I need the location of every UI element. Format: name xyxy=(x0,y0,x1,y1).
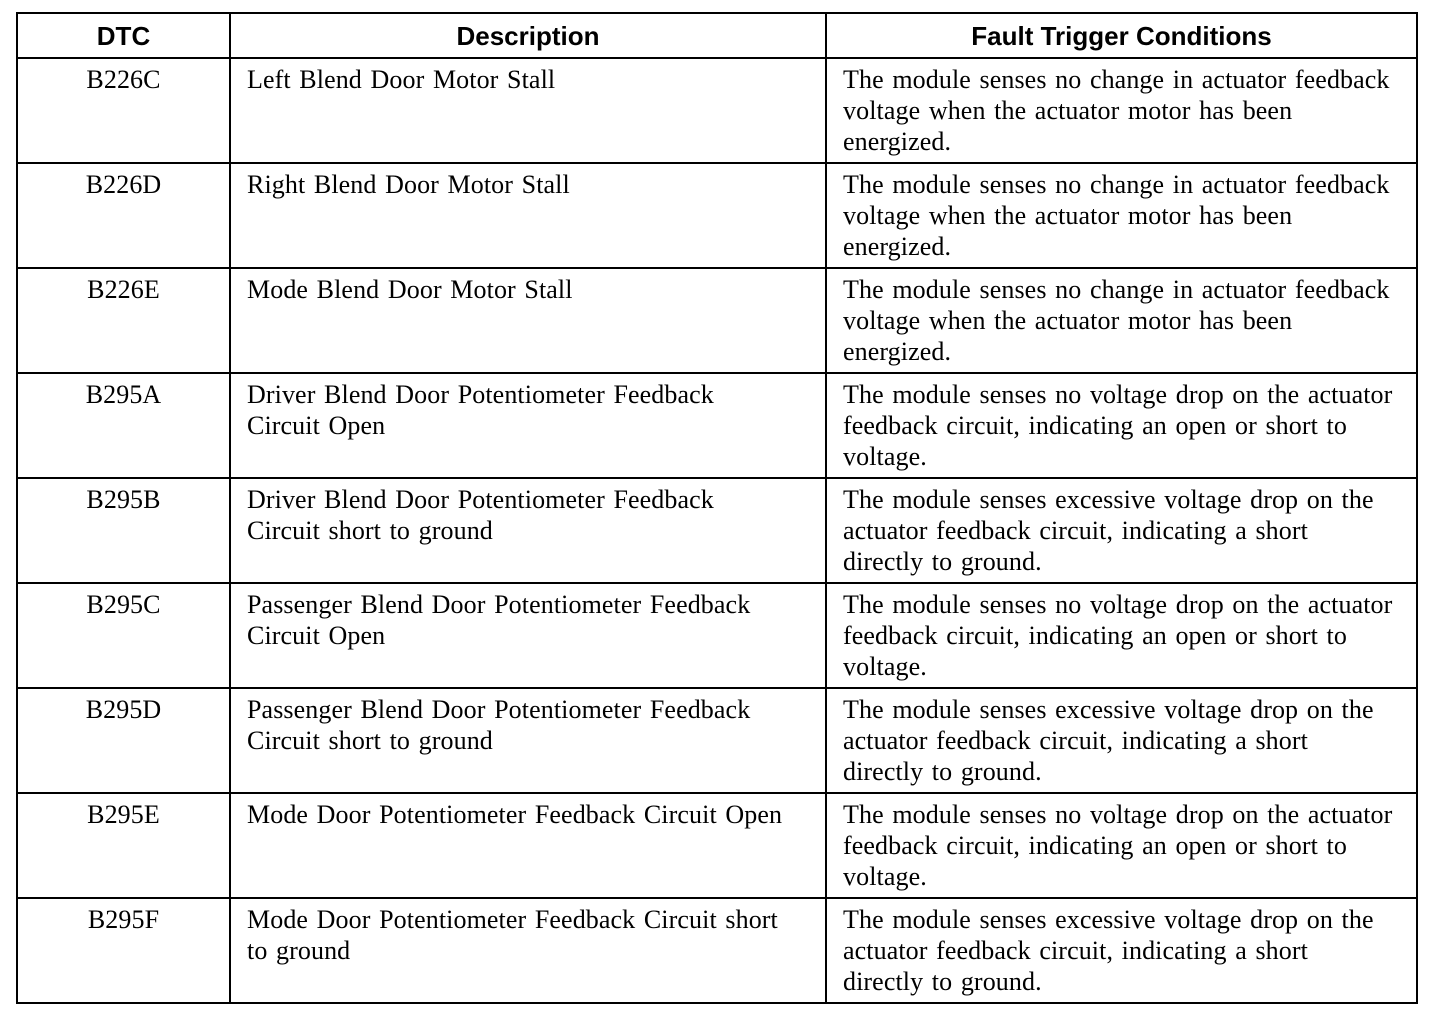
dtc-description: Mode Blend Door Motor Stall xyxy=(230,268,826,373)
header-description: Description xyxy=(230,13,826,58)
table-row xyxy=(17,163,1417,268)
dtc-code: B295A xyxy=(17,373,230,478)
dtc-description: Right Blend Door Motor Stall xyxy=(230,163,826,268)
dtc-code: B226D xyxy=(17,163,230,268)
dtc-table xyxy=(16,12,1418,1004)
table-row xyxy=(17,793,1417,898)
table-row xyxy=(17,583,1417,688)
dtc-code: B226E xyxy=(17,268,230,373)
dtc-description: Passenger Blend Door Potentiometer Feedback Circuit Open xyxy=(230,583,826,688)
header-dtc: DTC xyxy=(17,13,230,58)
dtc-conditions: The module senses no change in actuator feedback voltage when the actuator motor has been energized. xyxy=(826,163,1417,268)
header-fault-trigger-conditions: Fault Trigger Conditions xyxy=(826,13,1417,58)
table-row xyxy=(17,58,1417,163)
dtc-code: B295B xyxy=(17,478,230,583)
table-body xyxy=(17,58,1417,1003)
dtc-code: B295C xyxy=(17,583,230,688)
table-row xyxy=(17,898,1417,1003)
dtc-code: B295E xyxy=(17,793,230,898)
dtc-code: B295F xyxy=(17,898,230,1003)
dtc-conditions: The module senses no voltage drop on the actuator feedback circuit, indicating an open or short to voltage. xyxy=(826,793,1417,898)
dtc-conditions: The module senses excessive voltage drop on the actuator feedback circuit, indicating a short directly to ground. xyxy=(826,898,1417,1003)
dtc-conditions: The module senses no change in actuator feedback voltage when the actuator motor has been energized. xyxy=(826,58,1417,163)
table-row xyxy=(17,478,1417,583)
table-row xyxy=(17,373,1417,478)
dtc-conditions: The module senses no voltage drop on the actuator feedback circuit, indicating an open or short to voltage. xyxy=(826,583,1417,688)
dtc-description: Mode Door Potentiometer Feedback Circuit short to ground xyxy=(230,898,826,1003)
dtc-conditions: The module senses no voltage drop on the actuator feedback circuit, indicating an open or short to voltage. xyxy=(826,373,1417,478)
dtc-description: Driver Blend Door Potentiometer Feedback Circuit Open xyxy=(230,373,826,478)
dtc-description: Passenger Blend Door Potentiometer Feedback Circuit short to ground xyxy=(230,688,826,793)
table-header xyxy=(17,13,1417,58)
dtc-code: B295D xyxy=(17,688,230,793)
dtc-description: Left Blend Door Motor Stall xyxy=(230,58,826,163)
header-row xyxy=(17,13,1417,58)
dtc-description: Driver Blend Door Potentiometer Feedback Circuit short to ground xyxy=(230,478,826,583)
dtc-conditions: The module senses excessive voltage drop on the actuator feedback circuit, indicating a short directly to ground. xyxy=(826,688,1417,793)
table-row xyxy=(17,688,1417,793)
dtc-conditions: The module senses no change in actuator feedback voltage when the actuator motor has been energized. xyxy=(826,268,1417,373)
dtc-description: Mode Door Potentiometer Feedback Circuit Open xyxy=(230,793,826,898)
dtc-code: B226C xyxy=(17,58,230,163)
table-row xyxy=(17,268,1417,373)
dtc-conditions: The module senses excessive voltage drop on the actuator feedback circuit, indicating a short directly to ground. xyxy=(826,478,1417,583)
